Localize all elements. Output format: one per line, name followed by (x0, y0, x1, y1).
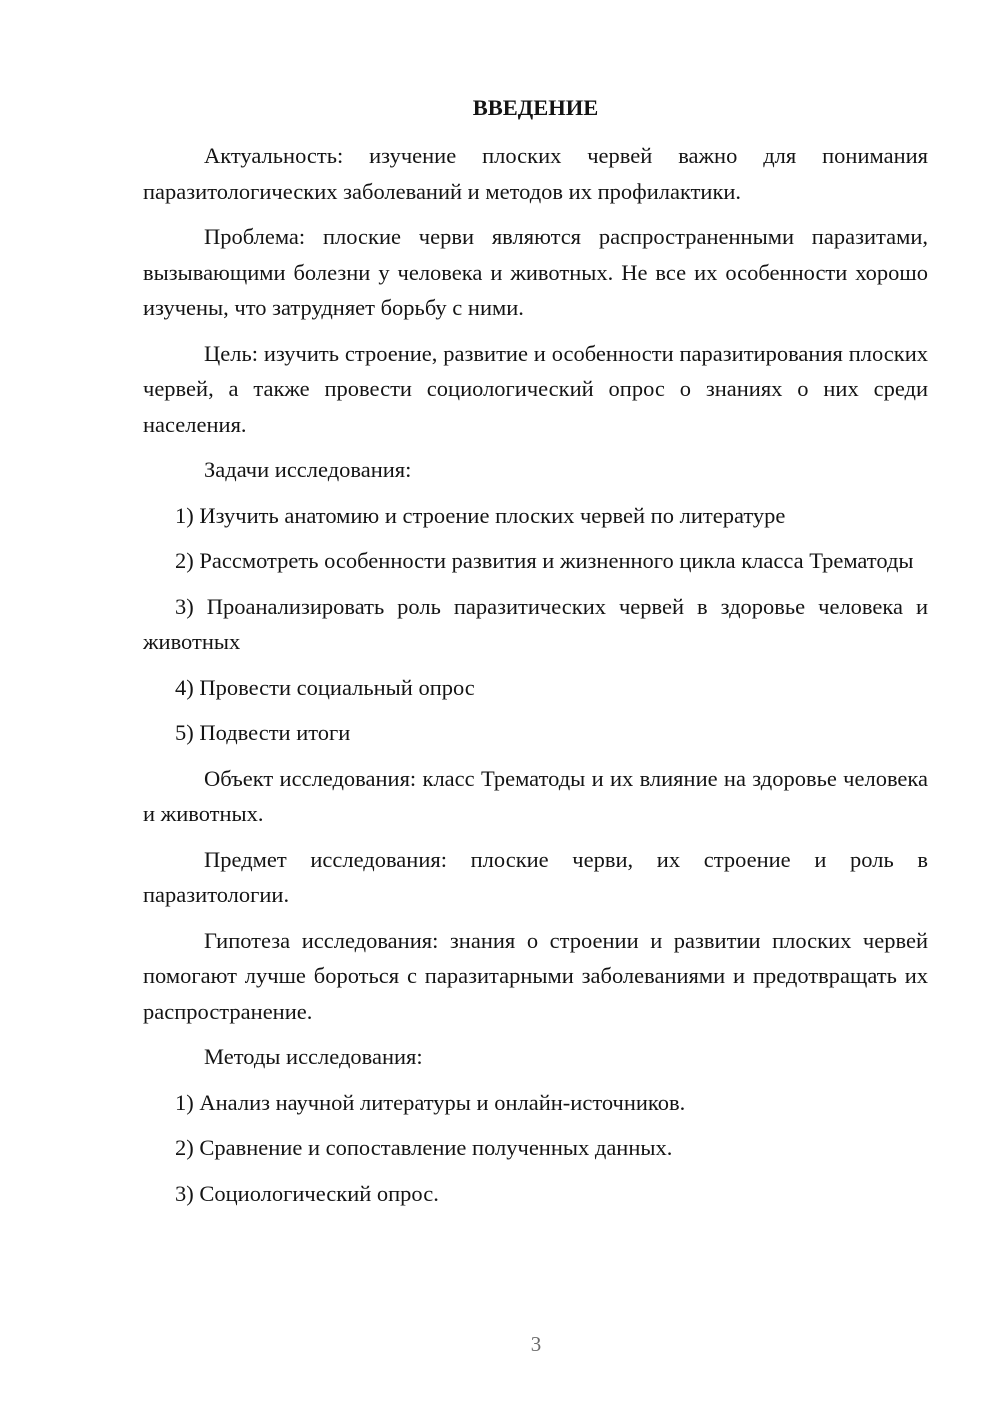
paragraph-hypothesis: Гипотеза исследования: знания о строении и развитии плоских червей помогают лучше бороться с паразитарными заболеваниями и предотвращать их распространение. (143, 927, 928, 1024)
method-item: 2) Сравнение и сопоставление полученных данных. (175, 1135, 673, 1160)
method-item: 3) Социологический опрос. (175, 1180, 439, 1206)
paragraph-goal: Цель: изучить строение, развитие и особенности паразитирования плоских червей, а также провести социологический опрос о знаниях о них среди населения. (143, 340, 928, 437)
task-item: 5) Подвести итоги (175, 720, 351, 745)
paragraph-tasks-heading: Задачи исследования: (204, 457, 412, 482)
paragraph-subject: Предмет исследования: плоские черви, их строение и роль в паразитологии. (143, 846, 928, 907)
paragraph-methods-heading: Методы исследования: (204, 1044, 423, 1069)
task-item: 3) Проанализировать роль паразитических червей в здоровье человека и животных (143, 593, 928, 654)
task-item: 4) Провести социальный опрос (175, 674, 475, 700)
task-item: 1) Изучить анатомию и строение плоских червей по литературе (175, 502, 786, 528)
page-content (143, 88, 928, 1221)
method-item: 1) Анализ научной литературы и онлайн-источников. (175, 1089, 686, 1115)
task-item: 2) Рассмотреть особенности развития и жизненного цикла класса Трематоды (175, 548, 914, 573)
page-number: 3 (530, 1332, 542, 1356)
paragraph-object: Объект исследования: класс Трематоды и их влияние на здоровье человека и животных. (143, 765, 928, 826)
paragraph-relevance: Актуальность: изучение плоских червей важно для понимания паразитологических заболеваний и методов их профилактики. (143, 143, 928, 204)
page-title: ВВЕДЕНИЕ (472, 95, 599, 120)
paragraph-problem: Проблема: плоские черви являются распространенными паразитами, вызывающими болезни у человека и животных. Не все их особенности хорошо изучены, что затрудняет борьбу с ними. (143, 224, 928, 320)
